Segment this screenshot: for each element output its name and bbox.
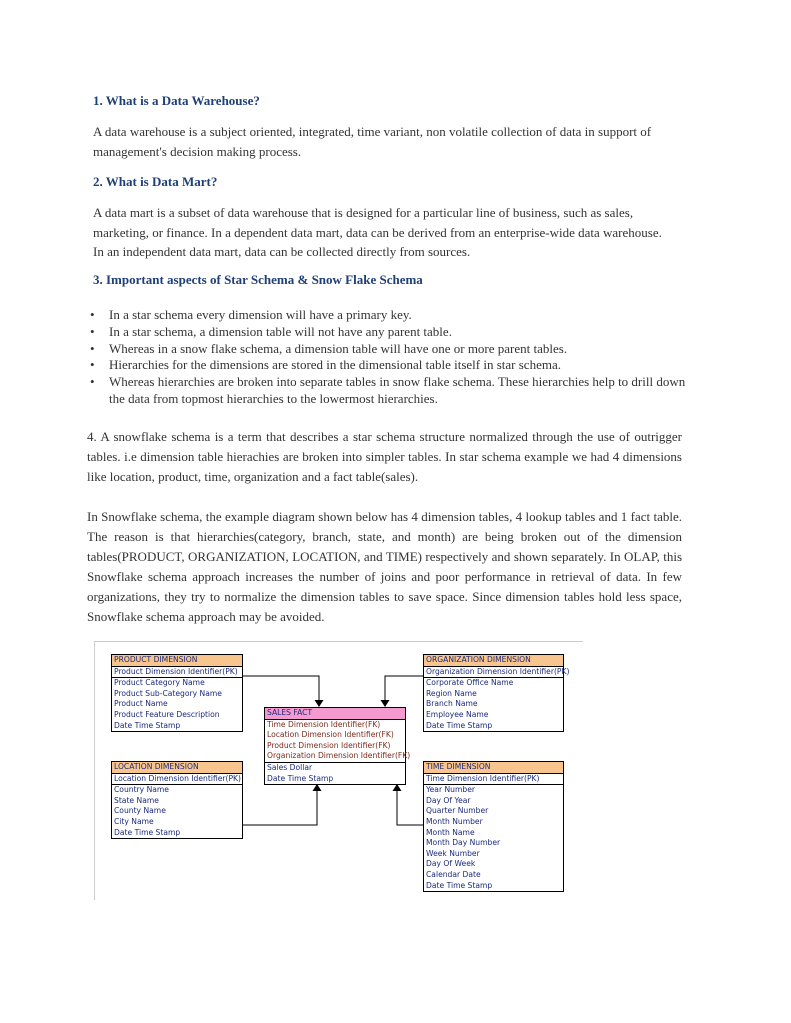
primary-key: Organization Dimension Identifier(PK) [424, 667, 563, 679]
table-field: Sales Dollar [267, 762, 313, 772]
table-title: PRODUCT DIMENSION [112, 655, 242, 667]
primary-key: Location Dimension Identifier(PK) [112, 774, 242, 786]
text-line: A data warehouse is a subject oriented, integrated, time variant, non volatile collection of data in support of [93, 124, 652, 139]
table-organization-dimension [423, 654, 570, 732]
paragraph-snowflake-definition: 4. A snowflake schema is a term that describes a star schema structure normalized through the use of outrigger tables. i.e dimension table hierachies are broken into simpler tables. In star schema example we had 4 dimensions like location, product, time, organization and a fact table(sales). [87, 429, 682, 484]
table-field: Calendar Date [426, 869, 481, 879]
table-field: Date Time Stamp [267, 773, 334, 783]
table-title: TIME DIMENSION [424, 762, 563, 774]
table-field: Employee Name [426, 709, 489, 719]
table-field: Date Time Stamp [426, 720, 493, 730]
table-field: Corporate Office Name [426, 678, 514, 688]
table-field: Date Time Stamp [114, 720, 181, 730]
table-field: Month Number [426, 816, 483, 826]
heading-star-snowflake: 3. Important aspects of Star Schema & Snow Flake Schema [93, 272, 423, 287]
table-field: City Name [114, 816, 154, 826]
heading-data-warehouse: 1. What is a Data Warehouse? [93, 93, 260, 108]
table-field: Month Name [426, 827, 475, 837]
table-field: Product Name [114, 699, 168, 709]
primary-key: Product Dimension Identifier(PK) [112, 667, 242, 679]
primary-key: Time Dimension Identifier(PK) [424, 774, 563, 786]
table-title: ORGANIZATION DIMENSION [424, 655, 563, 667]
table-field: Product Sub-Category Name [114, 688, 222, 698]
foreign-key: Time Dimension Identifier(FK) [267, 719, 381, 729]
arrow-head [381, 700, 390, 707]
table-title: LOCATION DIMENSION [112, 762, 242, 774]
list-item: • Whereas hierarchies are broken into separate tables in snow flake schema. These hierarchies help to drill down the data from topmost hierarchies to the lowermost hierarchies. [90, 374, 700, 408]
table-field: Product Category Name [114, 678, 205, 688]
foreign-keys [265, 719, 411, 763]
list-item: • In a star schema every dimension will have a primary key. [90, 307, 700, 324]
paragraph-snowflake-example: In Snowflake schema, the example diagram shown below has 4 dimension tables, 4 lookup tables and 1 fact table. The reason is that hierarchies(category, branch, state, and month) are being broken out of the dimension tables(PRODUCT, ORGANIZATION, LOCATION, and TIME) respectively and shown separately. In OLAP, this Snowflake schema approach increases the number of joins and poor performance in retrieval of data. In few organizations, they try to normalize the dimension tables to save space. Since dimension tables hold less space, Snowflake schema approach may be avoided. [87, 509, 682, 624]
table-field: Quarter Number [426, 806, 489, 816]
table-location-dimension [111, 761, 243, 839]
list-item: • In a star schema, a dimension table will not have any parent table. [90, 324, 700, 341]
table-field: Date Time Stamp [426, 880, 493, 890]
table-field: Date Time Stamp [114, 827, 181, 837]
foreign-key: Organization Dimension Identifier(FK) [267, 751, 411, 761]
table-field: Year Number [426, 785, 475, 795]
text-line: management's decision making process. [93, 143, 302, 159]
text-line: marketing, or finance. In a dependent data mart, data can be derived from an enterprise-wide data warehouse. [93, 224, 662, 240]
table-field: Day Of Year [426, 795, 471, 805]
table-title: SALES FACT [265, 708, 405, 720]
table-field: Month Day Number [426, 838, 501, 848]
foreign-key: Location Dimension Identifier(FK) [267, 730, 394, 740]
table-field: Product Feature Description [114, 709, 220, 719]
list-item: • Hierarchies for the dimensions are stored in the dimensional table itself in star schema. [90, 357, 700, 374]
table-field: Country Name [114, 785, 169, 795]
table-field: Week Number [426, 848, 480, 858]
text-line: A data mart is a subset of data warehouse that is designed for a particular line of business, such as sales, [93, 205, 634, 220]
table-field: Branch Name [426, 699, 478, 709]
table-time-dimension [423, 761, 564, 892]
arrow-head [315, 700, 324, 707]
text-line: In an independent data mart, data can be collected directly from sources. [93, 244, 471, 259]
foreign-key: Product Dimension Identifier(FK) [267, 740, 391, 750]
table-product-dimension [111, 654, 243, 732]
table-field: State Name [114, 795, 159, 805]
list-item: • Whereas in a snow flake schema, a dimension table will have one or more parent tables. [90, 341, 700, 358]
table-sales-fact [264, 707, 411, 785]
table-field: Day Of Week [426, 859, 476, 869]
table-field: County Name [114, 806, 166, 816]
table-field: Region Name [426, 688, 477, 698]
heading-data-mart: 2. What is Data Mart? [93, 174, 218, 189]
